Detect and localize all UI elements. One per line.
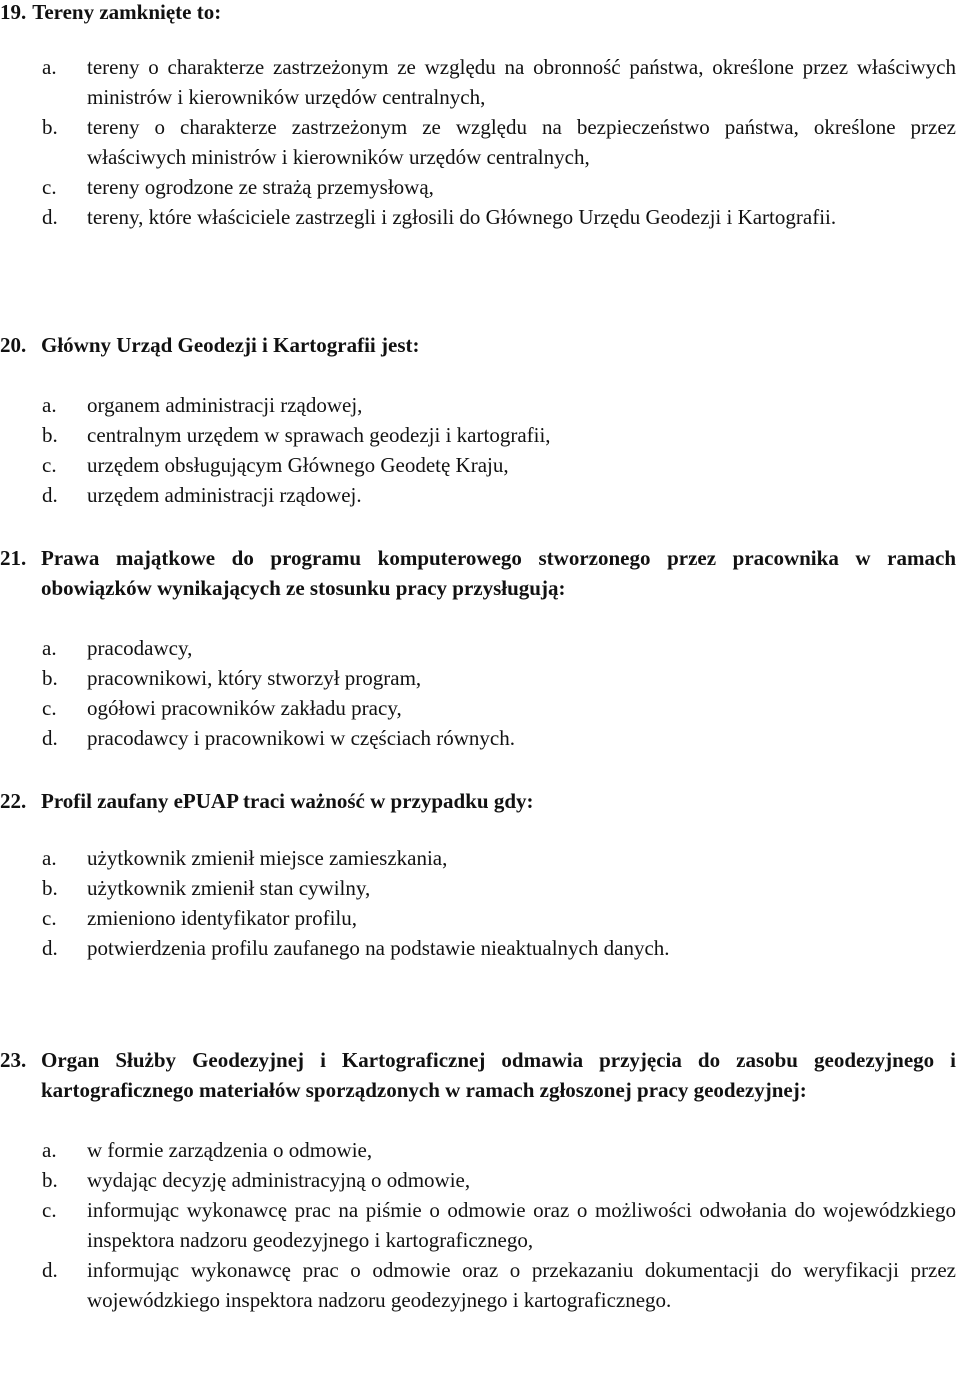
answer-option-a (0, 52, 956, 112)
option-text: wydając decyzję administracyjną o odmowie, (87, 1168, 471, 1192)
option-text: tereny ogrodzone ze strażą przemysłową, (87, 175, 434, 199)
option-text: w formie zarządzenia o odmowie, (87, 1138, 373, 1162)
option-letter: d. (42, 936, 58, 960)
question-23 (0, 1045, 956, 1315)
answer-option-a (0, 633, 956, 663)
answer-option-d (0, 480, 956, 510)
option-text: urzędem obsługującym Głównego Geodetę Kraju, (87, 453, 509, 477)
option-letter: a. (42, 55, 57, 79)
option-text: urzędem administracji rządowej. (87, 483, 362, 507)
option-text: pracownikowi, który stworzył program, (87, 666, 422, 690)
option-letter: d. (42, 483, 58, 507)
option-text: centralnym urzędem w sprawach geodezji i kartografii, (87, 423, 551, 447)
answer-option-d (0, 933, 956, 963)
option-letter: c. (42, 453, 57, 477)
option-text: organem administracji rządowej, (87, 393, 363, 417)
option-text: pracodawcy i pracownikowi w częściach równych. (87, 726, 515, 750)
option-letter: b. (42, 666, 58, 690)
option-text: użytkownik zmienił stan cywilny, (87, 876, 371, 900)
option-text: użytkownik zmienił miejsce zamieszkania, (87, 846, 448, 870)
answer-options (0, 633, 956, 753)
option-text: pracodawcy, (87, 636, 193, 660)
question-text: Organ Służby Geodezyjnej i Kartograficznej odmawia przyjęcia do zasobu geodezyjnego i kartograficznego materiałów sporządzonych w ramach zgłoszonej pracy geodezyjnej: (41, 1048, 956, 1102)
answer-option-d (0, 723, 956, 753)
option-letter: a. (42, 393, 57, 417)
answer-options (0, 52, 956, 232)
option-letter: a. (42, 846, 57, 870)
option-text: potwierdzenia profilu zaufanego na podstawie nieaktualnych danych. (87, 936, 670, 960)
option-letter: a. (42, 1138, 57, 1162)
answer-option-c (0, 172, 956, 202)
question-heading (0, 0, 956, 27)
answer-option-a (0, 1135, 956, 1165)
question-number: 22. (0, 789, 27, 813)
option-text: tereny, które właściciele zastrzegli i zgłosili do Głównego Urzędu Geodezji i Kartografii. (87, 205, 837, 229)
question-text: Profil zaufany ePUAP traci ważność w przypadku gdy: (41, 789, 534, 813)
question-20 (0, 330, 956, 510)
answer-option-a (0, 843, 956, 873)
question-number: 19. (0, 0, 27, 24)
option-text: ogółowi pracowników zakładu pracy, (87, 696, 402, 720)
question-22 (0, 786, 956, 963)
option-letter: c. (42, 906, 57, 930)
question-number: 23. (0, 1048, 27, 1072)
option-text: tereny o charakterze zastrzeżonym ze względu na obronność państwa, określone przez właściwych ministrów i kierowników urzędów centralnych, (87, 55, 956, 109)
option-letter: b. (42, 1168, 58, 1192)
answer-option-b (0, 1165, 956, 1195)
question-text: Główny Urząd Geodezji i Kartografii jest: (41, 333, 420, 357)
option-letter: c. (42, 175, 57, 199)
answer-options (0, 390, 956, 510)
option-text: informując wykonawcę prac na piśmie o odmowie oraz o możliwości odwołania do wojewódzkiego inspektora nadzoru geodezyjnego i kartograficznego, (87, 1198, 956, 1252)
question-21 (0, 543, 956, 753)
answer-options (0, 843, 956, 963)
question-heading (0, 543, 956, 603)
answer-option-d (0, 202, 956, 232)
option-letter: b. (42, 423, 58, 447)
question-number: 21. (0, 546, 27, 570)
option-letter: b. (42, 876, 58, 900)
option-letter: c. (42, 1198, 57, 1222)
answer-option-c (0, 693, 956, 723)
answer-option-c (0, 450, 956, 480)
option-letter: d. (42, 205, 58, 229)
answer-option-b (0, 873, 956, 903)
option-letter: a. (42, 636, 57, 660)
answer-option-b (0, 663, 956, 693)
question-heading (0, 330, 956, 360)
question-number: 20. (0, 333, 27, 357)
answer-option-c (0, 1195, 956, 1255)
option-letter: d. (42, 726, 58, 750)
answer-option-d (0, 1255, 956, 1315)
option-text: zmieniono identyfikator profilu, (87, 906, 358, 930)
question-text: Prawa majątkowe do programu komputerowego stworzonego przez pracownika w ramach obowiązków wynikających ze stosunku pracy przysługują: (41, 546, 956, 600)
answer-option-a (0, 390, 956, 420)
answer-options (0, 1135, 956, 1315)
answer-option-b (0, 420, 956, 450)
option-text: tereny o charakterze zastrzeżonym ze względu na bezpieczeństwo państwa, określone przez właściwych ministrów i kierowników urzędów centralnych, (87, 115, 956, 169)
option-letter: c. (42, 696, 57, 720)
option-letter: d. (42, 1258, 58, 1282)
answer-option-c (0, 903, 956, 933)
question-heading (0, 786, 956, 816)
option-letter: b. (42, 115, 58, 139)
question-19 (0, 0, 956, 232)
question-heading (0, 1045, 956, 1105)
option-text: informując wykonawcę prac o odmowie oraz o przekazaniu dokumentacji do weryfikacji przez wojewódzkiego inspektora nadzoru geodezyjnego i kartograficznego. (87, 1258, 956, 1312)
answer-option-b (0, 112, 956, 172)
question-text: Tereny zamknięte to: (32, 0, 222, 24)
